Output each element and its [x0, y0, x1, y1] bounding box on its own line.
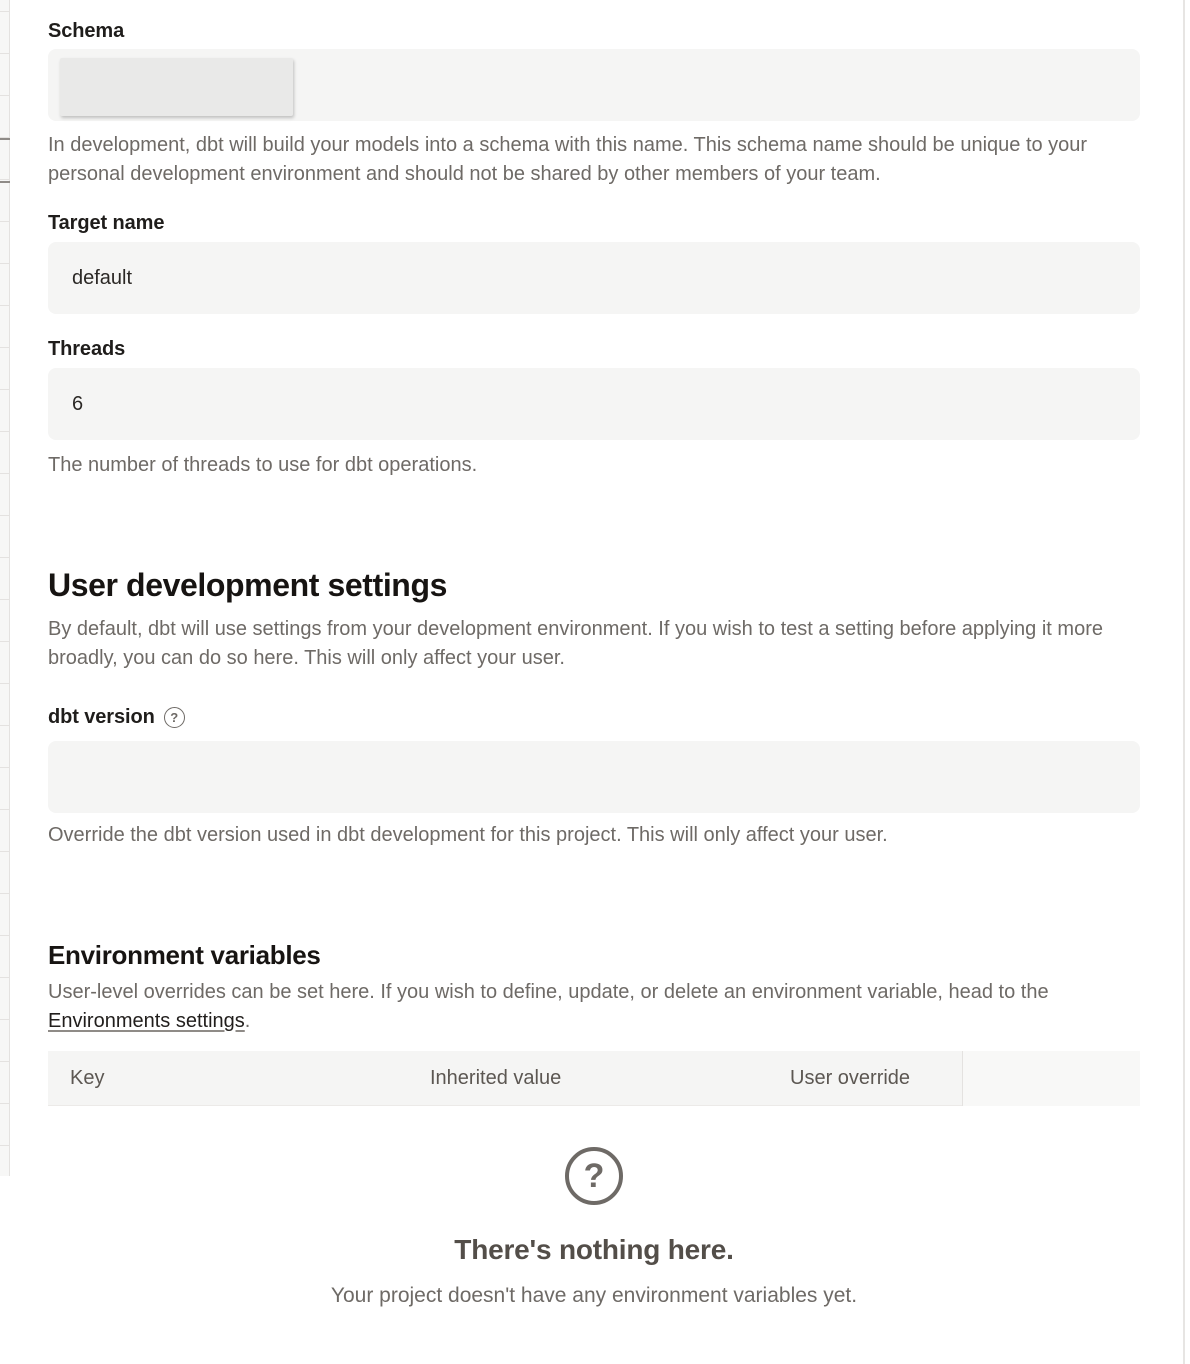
description-text: User-level overrides can be set here. If you wish to define, update, or delete an environment variable, head to the — [48, 981, 1049, 1003]
target-name-label: Target name — [48, 212, 165, 234]
dbt-version-input[interactable] — [48, 741, 1140, 813]
user-development-settings-title: User development settings — [48, 567, 448, 603]
column-header-actions — [962, 1051, 1140, 1106]
empty-state-subtitle: Your project doesn't have any environment variables yet. — [330, 1284, 858, 1307]
dbt-version-label: dbt version — [48, 706, 155, 728]
column-header-key: Key — [70, 1066, 105, 1089]
column-header-inherited-value: Inherited value — [430, 1066, 562, 1089]
schema-input[interactable] — [48, 49, 1140, 121]
dbt-version-help-text: Override the dbt version used in dbt development for this project. This will only affect your user. — [48, 824, 888, 846]
schema-label: Schema — [48, 20, 125, 42]
threads-label: Threads — [48, 338, 126, 360]
left-panel-divider — [0, 181, 10, 183]
empty-state-title: There's nothing here. — [454, 1234, 734, 1265]
help-icon[interactable]: ? — [164, 707, 185, 728]
environment-variables-description — [48, 978, 1140, 1036]
user-development-settings-description: By default, dbt will use settings from your development environment. If you wish to test a setting before applying it more broadly, you can do so here. This will only affect your user. — [48, 618, 1103, 669]
env-vars-empty-state — [48, 1147, 1140, 1310]
left-panel-edge — [0, 0, 10, 1176]
target-name-input[interactable] — [48, 242, 1140, 314]
column-header-user-override: User override — [790, 1066, 911, 1089]
environments-settings-link[interactable]: Environments settings — [48, 1010, 245, 1032]
schema-input-skeleton — [60, 58, 293, 116]
description-text: . — [244, 1010, 251, 1032]
env-vars-table-header — [48, 1051, 1140, 1106]
schema-help-text: In development, dbt will build your models into a schema with this name. This schema name should be unique to your personal development environment and should not be shared by other members of your team. — [48, 134, 1088, 185]
settings-form — [48, 19, 1140, 1310]
environment-variables-title: Environment variables — [48, 940, 321, 970]
threads-help-text: The number of threads to use for dbt operations. — [48, 454, 478, 476]
threads-input[interactable] — [48, 368, 1140, 440]
dbt-version-label-row — [48, 705, 1140, 729]
right-divider — [1183, 0, 1185, 1364]
left-panel-divider — [0, 138, 10, 140]
question-mark-icon: ? — [565, 1147, 623, 1205]
